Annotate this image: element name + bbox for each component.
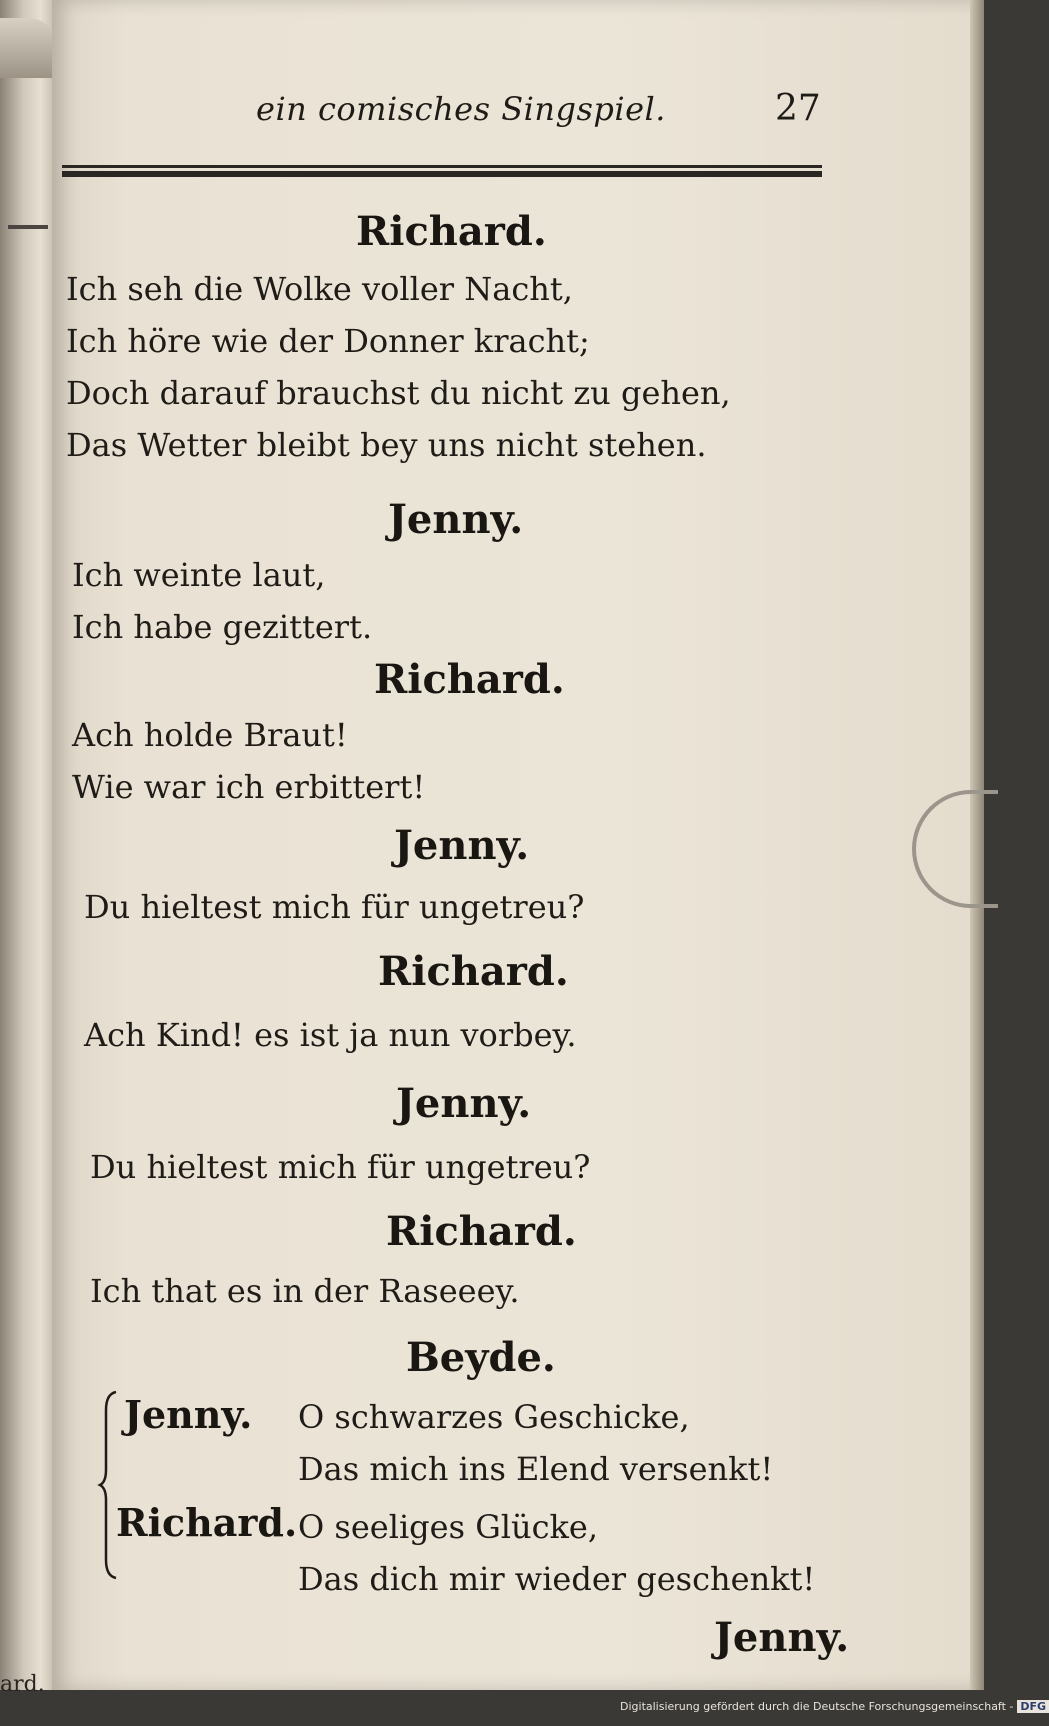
page-curl	[0, 18, 58, 78]
dfg-logo: DFG	[1017, 1700, 1049, 1713]
verse-line: Wie war ich erbittert!	[72, 768, 426, 806]
verse-line: Du hieltest mich für ungetreu?	[84, 888, 585, 926]
verse-line: Ach holde Braut!	[72, 716, 348, 754]
verse-line: Das Wetter bleibt bey uns nicht stehen.	[66, 426, 707, 464]
catchword: Jenny.	[714, 1614, 850, 1661]
duet-line: O schwarzes Geschicke,	[298, 1398, 690, 1436]
verse-line: Ich weinte laut,	[72, 556, 326, 594]
verse-line: Ach Kind! es ist ja nun vorbey.	[84, 1016, 577, 1054]
duet-line: Das dich mir wieder geschenkt!	[298, 1560, 816, 1598]
verse-line: Ich seh die Wolke voller Nacht,	[66, 270, 573, 308]
speaker-label: Richard.	[386, 1208, 577, 1255]
stack-edge-text: ard.	[0, 1672, 45, 1697]
verse-line: Doch darauf brauchst du nicht zu gehen,	[66, 374, 731, 412]
speaker-label: Jenny.	[394, 822, 530, 869]
verse-line: Ich that es in der Raseeey.	[90, 1272, 520, 1310]
verse-line: Ich höre wie der Donner kracht;	[66, 322, 590, 360]
speaker-label: Jenny.	[396, 1080, 532, 1127]
verse-line: Ich habe gezittert.	[72, 608, 373, 646]
header-rule	[62, 165, 822, 177]
book-page-stack	[0, 0, 58, 1690]
speaker-label: Jenny.	[388, 496, 524, 543]
speaker-label: Beyde.	[406, 1334, 556, 1381]
speaker-label: Richard.	[374, 656, 565, 703]
duet-line: O seeliges Glücke,	[298, 1508, 599, 1546]
speaker-label: Richard.	[378, 948, 569, 995]
duet-line: Das mich ins Elend versenkt!	[298, 1450, 774, 1488]
speaker-label: Richard.	[356, 208, 547, 255]
credit-text: Digitalisierung gefördert durch die Deutsche Forschungsgemeinschaft -	[620, 1700, 1014, 1713]
duet-speaker-jenny: Jenny.	[124, 1392, 253, 1437]
page-number: 27	[775, 88, 821, 129]
stack-marking	[8, 225, 48, 229]
digitization-credit	[620, 1700, 1049, 1713]
duet-speaker-richard: Richard.	[116, 1500, 298, 1545]
verse-line: Du hieltest mich für ungetreu?	[90, 1148, 591, 1186]
brace	[100, 1390, 118, 1580]
running-title: ein comisches Singspiel.	[256, 90, 666, 128]
